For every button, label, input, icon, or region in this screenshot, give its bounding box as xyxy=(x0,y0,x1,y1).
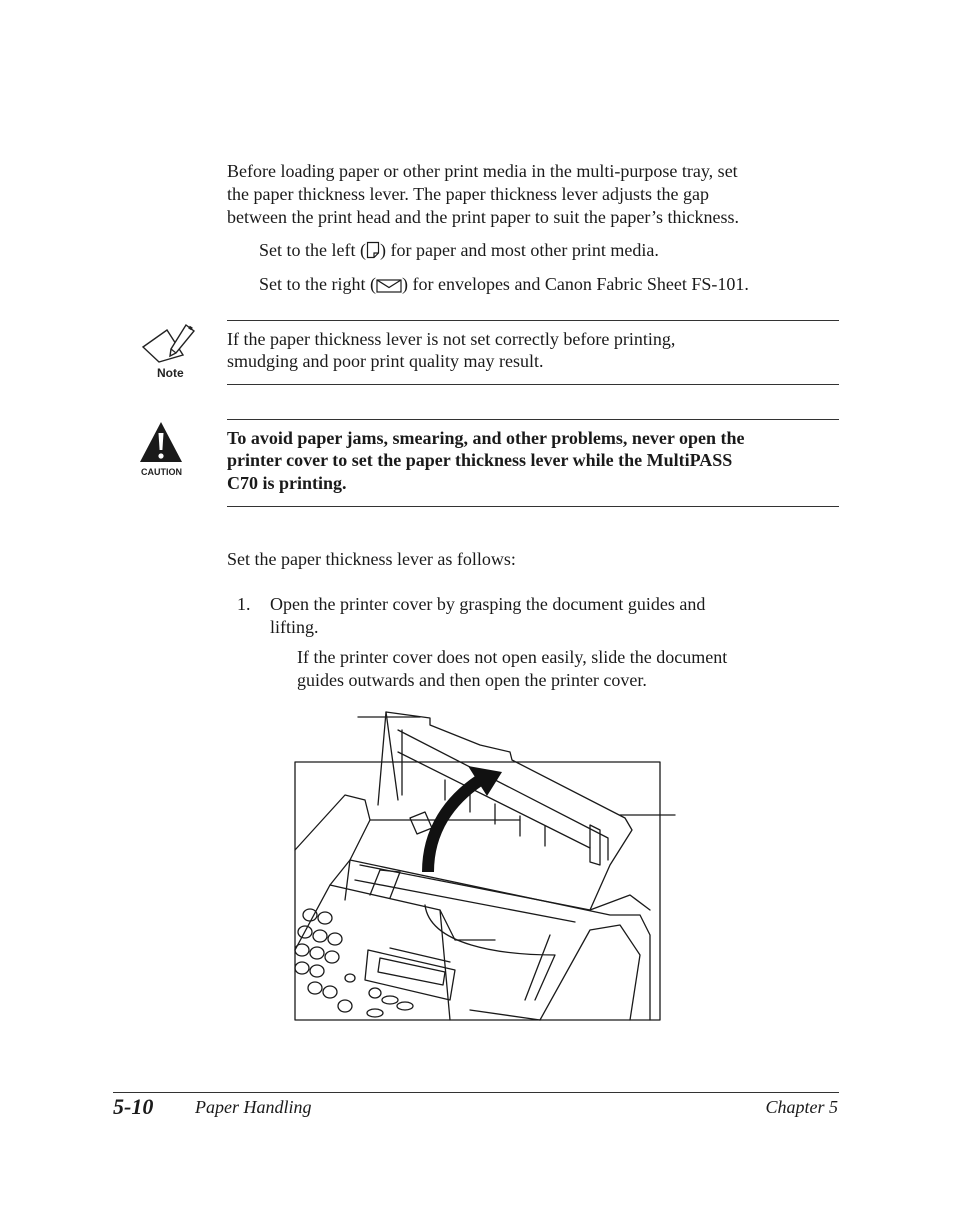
caution-top-divider xyxy=(227,419,839,420)
caution-line-2: printer cover to set the paper thickness lever while the MultiPASS xyxy=(227,450,733,470)
footer-divider xyxy=(113,1092,839,1093)
caution-bottom-divider xyxy=(227,506,839,507)
setting-left-before: Set to the left ( xyxy=(259,240,366,260)
setting-right-before: Set to the right ( xyxy=(259,274,376,294)
note-line-2: smudging and poor print quality may result. xyxy=(227,351,544,371)
note-pencil-icon xyxy=(140,322,200,369)
setting-right xyxy=(259,273,749,299)
chapter-label: Chapter 5 xyxy=(765,1097,838,1117)
caution-line-1: To avoid paper jams, smearing, and other problems, never open the xyxy=(227,428,745,448)
page-number: 5-10 xyxy=(113,1094,154,1119)
step-1-line-1: Open the printer cover by grasping the document guides and xyxy=(270,594,706,614)
steps-intro: Set the paper thickness lever as follows: xyxy=(227,549,516,569)
step-1-detail-line-1: If the printer cover does not open easily, slide the document xyxy=(297,647,728,667)
intro-line-3: between the print head and the print paper to suit the paper’s thickness. xyxy=(227,207,740,227)
setting-left-after: ) for paper and most other print media. xyxy=(379,240,659,260)
step-1-detail-line-2: guides outwards and then open the printer cover. xyxy=(297,670,647,690)
setting-left xyxy=(259,239,659,265)
setting-right-after: ) for envelopes and Canon Fabric Sheet FS-101. xyxy=(401,274,749,294)
caution-label: CAUTION xyxy=(141,467,182,477)
printer-open-cover-illustration xyxy=(290,700,690,1025)
section-title: Paper Handling xyxy=(195,1097,312,1117)
note-line-1: If the paper thickness lever is not set correctly before printing, xyxy=(227,329,676,349)
caution-triangle-icon xyxy=(138,420,184,469)
step-1-line-2: lifting. xyxy=(270,617,319,637)
envelope-icon xyxy=(376,276,402,299)
note-top-divider xyxy=(227,320,839,321)
caution-line-3: C70 is printing. xyxy=(227,473,347,493)
step-1-number: 1. xyxy=(237,594,251,614)
paper-icon xyxy=(366,241,380,265)
intro-line-1: Before loading paper or other print media in the multi-purpose tray, set xyxy=(227,161,738,181)
intro-line-2: the paper thickness lever. The paper thickness lever adjusts the gap xyxy=(227,184,710,204)
note-bottom-divider xyxy=(227,384,839,385)
note-label: Note xyxy=(157,366,184,380)
